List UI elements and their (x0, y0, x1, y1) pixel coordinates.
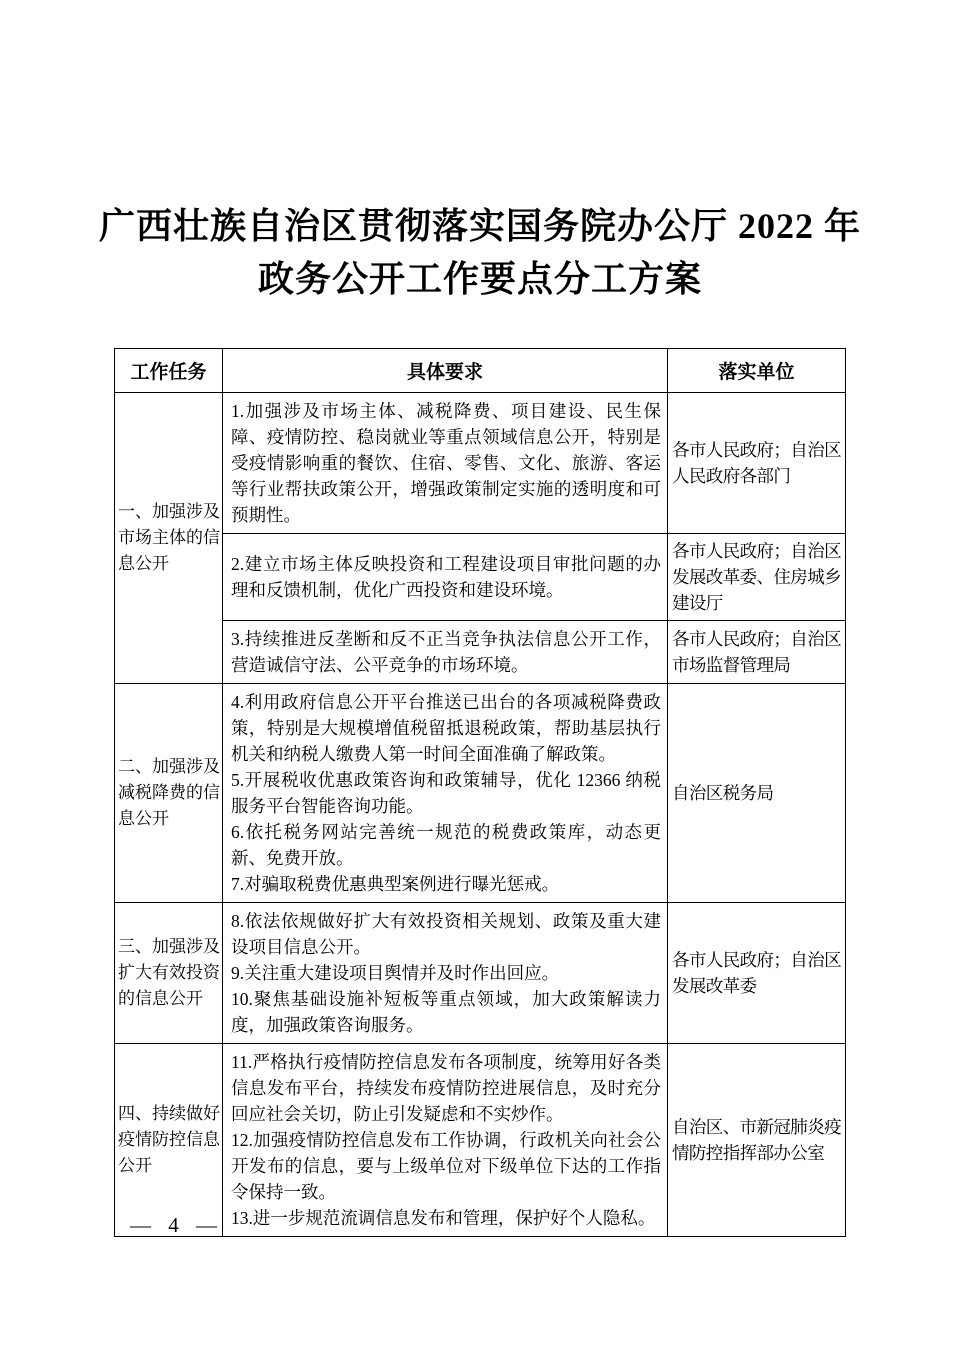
requirement-item: 5.开展税收优惠政策咨询和政策辅导，优化 12366 纳税服务平台智能咨询功能。 (231, 770, 661, 816)
column-header-unit: 落实单位 (668, 349, 846, 393)
table-row (115, 393, 846, 534)
requirement-item: 2.建立市场主体反映投资和工程建设项目审批问题的办理和反馈机制，优化广西投资和建设环境。 (231, 554, 661, 600)
table-row (115, 903, 846, 1044)
unit-cell: 各市人民政府；自治区市场监督管理局 (668, 621, 846, 684)
requirement-item: 11.严格执行疫情防控信息发布各项制度，统筹用好各类信息发布平台，持续发布疫情防控进展信息，及时充分回应社会关切，防止引发疑虑和不实炒作。 (231, 1052, 661, 1124)
column-header-task: 工作任务 (115, 349, 223, 393)
work-division-table (114, 348, 846, 1237)
page-number: — 4 — (130, 1213, 218, 1237)
requirement-item: 3.持续推进反垄断和反不正当竞争执法信息公开工作，营造诚信守法、公平竞争的市场环境。 (231, 629, 661, 675)
requirement-item: 12.加强疫情防控信息发布工作协调，行政机关向社会公开发布的信息，要与上级单位对下级单位下达的工作指令保持一致。 (231, 1130, 661, 1202)
document-title-line-1: 广西壮族自治区贯彻落实国务院办公厅 2022 年 (98, 206, 861, 246)
requirements-cell (223, 393, 668, 534)
requirement-item: 9.关注重大建设项目舆情并及时作出回应。 (231, 963, 560, 983)
task-cell-group1: 一、加强涉及市场主体的信息公开 (115, 393, 223, 684)
column-header-requirements: 具体要求 (223, 349, 668, 393)
unit-cell: 自治区、市新冠肺炎疫情防控指挥部办公室 (668, 1044, 846, 1237)
task-cell-group3: 三、加强涉及扩大有效投资的信息公开 (115, 903, 223, 1044)
requirement-item: 7.对骗取税费优惠典型案例进行曝光惩戒。 (231, 874, 560, 894)
requirement-item: 13.进一步规范流调信息发布和管理，保护好个人隐私。 (231, 1208, 656, 1228)
unit-cell: 各市人民政府；自治区发展改革委、住房城乡建设厅 (668, 534, 846, 621)
requirement-item: 10.聚焦基础设施补短板等重点领域，加大政策解读力度，加强政策咨询服务。 (231, 989, 661, 1035)
requirement-item: 8.依法依规做好扩大有效投资相关规划、政策及重大建设项目信息公开。 (231, 911, 661, 957)
unit-cell: 自治区税务局 (668, 684, 846, 903)
requirements-cell (223, 1044, 668, 1237)
task-cell-group2: 二、加强涉及减税降费的信息公开 (115, 684, 223, 903)
table-header-row (115, 349, 846, 393)
table-row (115, 1044, 846, 1237)
table-row (115, 684, 846, 903)
table-row (115, 621, 846, 684)
requirements-cell (223, 621, 668, 684)
unit-cell: 各市人民政府；自治区人民政府各部门 (668, 393, 846, 534)
requirements-cell (223, 903, 668, 1044)
requirements-cell (223, 684, 668, 903)
document-title-line-2: 政务公开工作要点分工方案 (257, 259, 702, 299)
requirements-cell (223, 534, 668, 621)
requirement-item: 6.依托税务网站完善统一规范的税费政策库，动态更新、免费开放。 (231, 822, 661, 868)
requirement-item: 4.利用政府信息公开平台推送已出台的各项减税降费政策，特别是大规模增值税留抵退税政策，帮助基层执行机关和纳税人缴费人第一时间全面准确了解政策。 (231, 692, 661, 764)
task-cell-group4: 四、持续做好疫情防控信息公开 (115, 1044, 223, 1237)
document-title (0, 0, 960, 306)
table-row (115, 534, 846, 621)
unit-cell: 各市人民政府；自治区发展改革委 (668, 903, 846, 1044)
requirement-item: 1.加强涉及市场主体、减税降费、项目建设、民生保障、疫情防控、稳岗就业等重点领域信息公开，特别是受疫情影响重的餐饮、住宿、零售、文化、旅游、客运等行业帮扶政策公开，增强政策制定实施的透明度和可预期性。 (231, 401, 661, 525)
